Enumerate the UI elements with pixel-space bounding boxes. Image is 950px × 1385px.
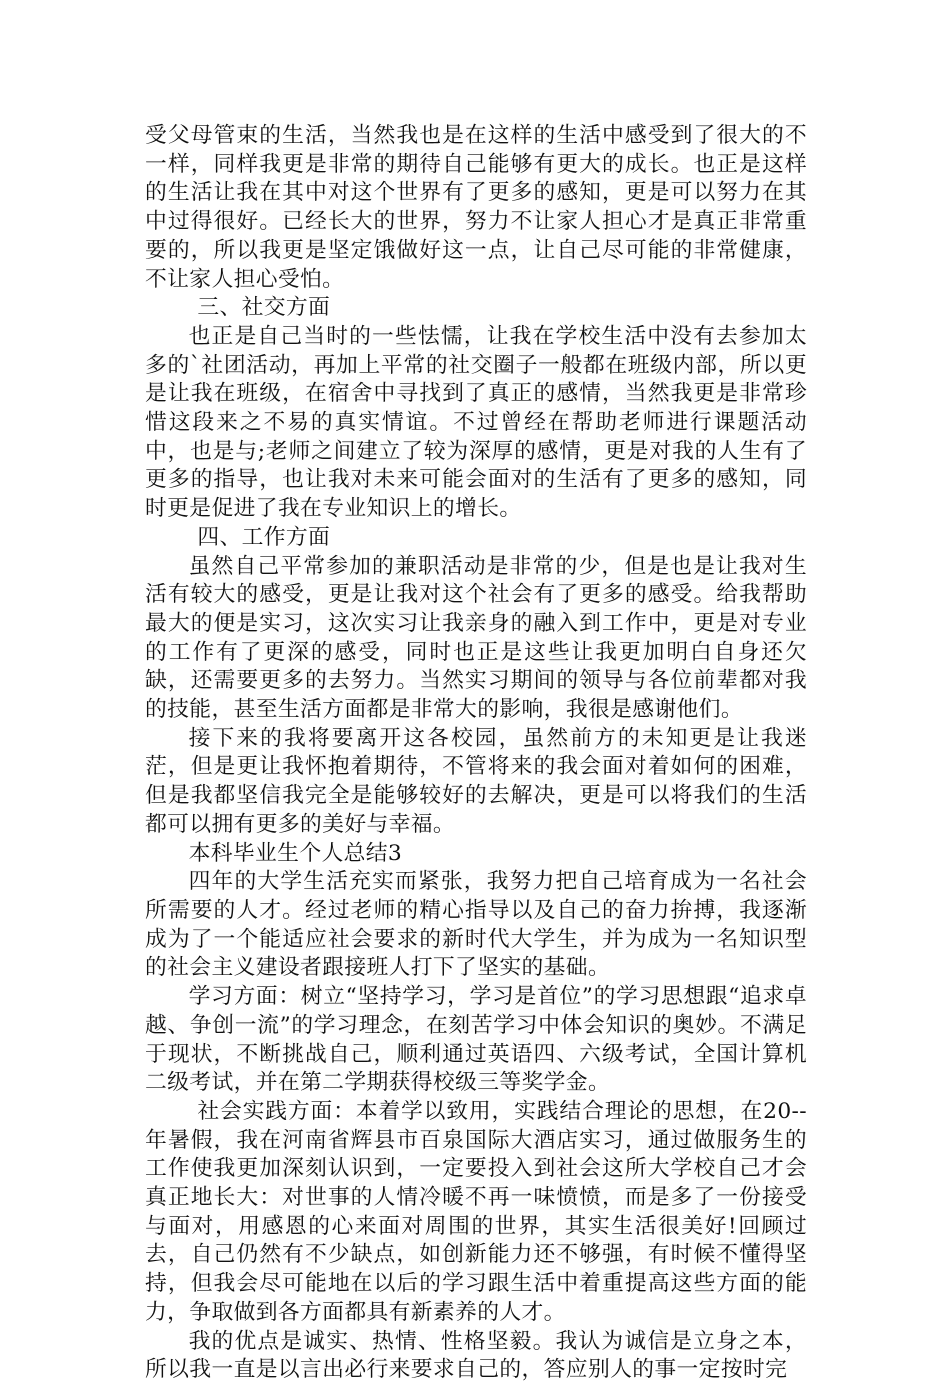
paragraph-four-years: 四年的大学生活充实而紧张，我努力把自己培育成为一名社会所需要的人才。经过老师的精心指导以及自己的奋力拚搏，我逐渐成为了一个能适应社会要求的新时代大学生，并为成为一名知识型的社会主义建设者跟接班人打下了坚实的基础。 [145, 869, 807, 981]
paragraph-work: 虽然自己平常参加的兼职活动是非常的少，但是也是让我对生活有较大的感受，更是让我对这个社会有了更多的感受。给我帮助最大的便是实习，这次实习让我亲身的融入到工作中，更是对专业的工作有了更深的感受，同时也正是这些让我更加明白自身还欠缺，还需要更多的去努力。当然实习期间的领导与各位前辈都对我的技能，甚至生活方面都是非常大的影响，我很是感谢他们。 [145, 553, 807, 723]
paragraph-study: 学习方面：树立“坚持学习，学习是首位”的学习思想跟“追求卓越、争创一流”的学习理念，在刻苦学习中体会知识的奥妙。不满足于现状，不断挑战自己，顺利通过英语四、六级考试，全国计算机二级考试，并在第二学期获得校级三等奖学金。 [145, 984, 807, 1096]
heading-social: 三、社交方面 [197, 295, 331, 321]
section-title-summary-3: 本科毕业生个人总结3 [188, 840, 403, 866]
paragraph-social-practice: 社会实践方面：本着学以致用，实践结合理论的思想，在20--年暑假，我在河南省辉县市百泉国际大酒店实习，通过做服务生的工作使我更加深刻认识到，一定要投入到社会这所大学校自己才会真正地长大：对世事的人情冷暖不再一味愤愤，而是多了一份接受与面对，用感恩的心来面对周围的世界，其实生活很美好!回顾过去，自己仍然有不少缺点，如创新能力还不够强，有时候不懂得坚持，但我会尽可能地在以后的学习跟生活中着重提高这些方面的能力，争取做到各方面都具有新素养的人才。 [145, 1098, 807, 1325]
paragraph-strengths: 我的优点是诚实、热情、性格坚毅。我认为诚信是立身之本，所以我一直是以言出必行来要求自己的，答应别人的事一定按时完 [145, 1328, 807, 1383]
paragraph-social: 也正是自己当时的一些怯懦，让我在学校生活中没有去参加太多的`社团活动，再加上平常的社交圈子一般都在班级内部，所以更是让我在班级，在宿舍中寻找到了真正的感情，当然我更是非常珍惜这段来之不易的真实情谊。不过曾经在帮助老师进行课题活动中，也是与;老师之间建立了较为深厚的感情，更是对我的人生有了更多的指导，也让我对未来可能会面对的生活有了更多的感知，同时更是促进了我在专业知识上的增长。 [145, 323, 807, 522]
document-body [145, 122, 807, 1385]
heading-work: 四、工作方面 [197, 524, 331, 550]
paragraph-future: 接下来的我将要离开这各校园，虽然前方的未知更是让我迷茫，但是更让我怀抱着期待，不管将来的我会面对着如何的困难，但是我都坚信我完全是能够较好的去解决，更是可以将我们的生活都可以拥有更多的美好与幸福。 [145, 725, 807, 837]
paragraph-family-life: 受父母管束的生活，当然我也是在这样的生活中感受到了很大的不一样，同样我更是非常的期待自己能够有更大的成长。也正是这样的生活让我在其中对这个世界有了更多的感知，更是可以努力在其中过得很好。已经长大的世界，努力不让家人担心才是真正非常重要的，所以我更是坚定饿做好这一点，让自己尽可能的非常健康，不让家人担心受怕。 [145, 123, 807, 292]
